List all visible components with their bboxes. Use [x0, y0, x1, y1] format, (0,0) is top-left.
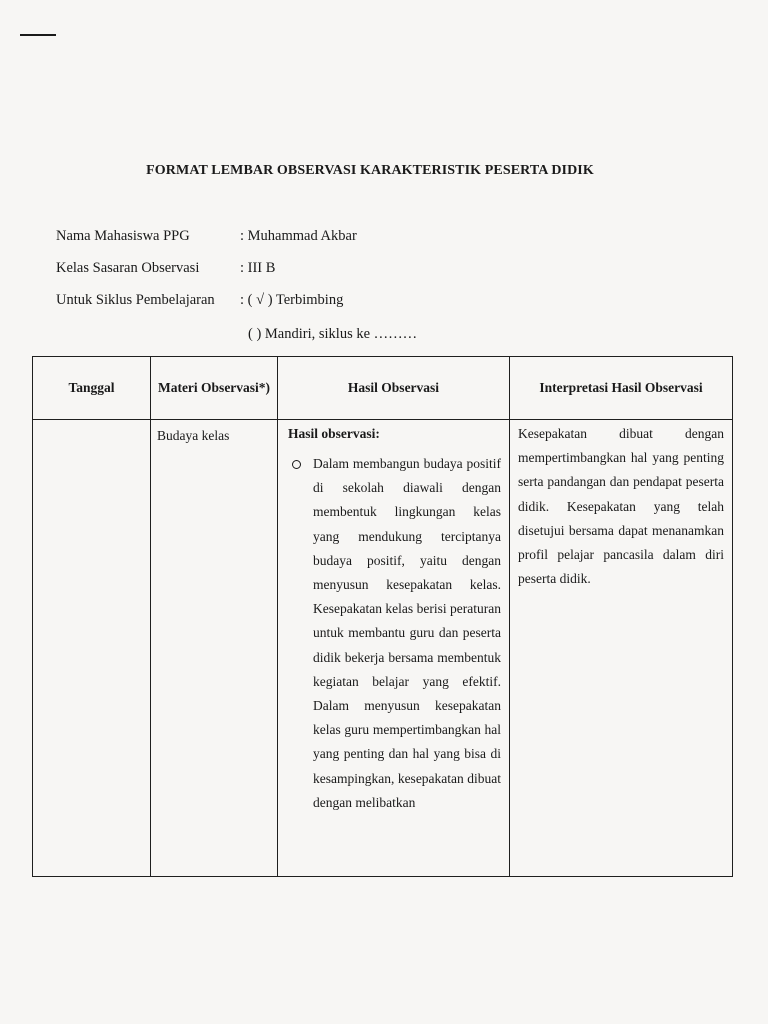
hasil-text: Dalam membangun budaya positif di sekolah diawali dengan membentuk lingkungan kelas yang mendukung terciptanya budaya positif, yaitu dengan menyusun kesepakatan kelas. Kesepakatan kelas berisi peraturan untuk membantu guru dan peserta didik bekerja bersama membentuk kegiatan belajar yang efektif. Dalam menyusun kesepakatan kelas guru mempertimbangkan hal yang penting dan hal yang bisa di kesampingkan, kesepakatan dibuat dengan melibatkan — [313, 456, 501, 810]
cell-tanggal — [33, 420, 151, 877]
header-hasil: Hasil Observasi — [278, 357, 510, 420]
page-mark — [20, 34, 56, 36]
bullet-icon — [292, 460, 301, 469]
field-kelas-sasaran — [56, 260, 275, 277]
field-value: : ( √ ) Terbimbing — [240, 292, 344, 308]
hasil-title: Hasil observasi: — [288, 426, 380, 441]
field-value: : Muhammad Akbar — [240, 228, 357, 244]
field-label: Kelas Sasaran Observasi — [56, 260, 200, 276]
document-title: FORMAT LEMBAR OBSERVASI KARAKTERISTIK PESERTA DIDIK — [146, 163, 594, 178]
table-header-row — [33, 357, 733, 420]
header-materi: Materi Observasi*) — [151, 357, 278, 420]
header-tanggal: Tanggal — [33, 357, 151, 420]
field-label: Nama Mahasiswa PPG — [56, 228, 190, 244]
field-siklus — [56, 292, 343, 309]
observation-table — [32, 356, 733, 877]
cell-materi: Budaya kelas — [151, 420, 278, 877]
table-row — [33, 420, 733, 877]
field-value: : III B — [240, 260, 276, 276]
hasil-list-item — [292, 452, 501, 815]
header-interpretasi: Interpretasi Hasil Observasi — [510, 357, 733, 420]
field-siklus-mandiri: ( ) Mandiri, siklus ke ……… — [248, 326, 418, 342]
cell-interpretasi: Kesepakatan dibuat dengan mempertimbangkan hal yang penting serta pandangan dan pendapat peserta didik. Kesepakatan yang telah disetujui bersama dapat menanamkan profil pelajar pancasila dalam diri peserta didik. — [510, 420, 733, 877]
field-label: Untuk Siklus Pembelajaran — [56, 292, 215, 308]
field-nama-mahasiswa — [56, 228, 357, 245]
cell-hasil — [278, 420, 510, 877]
